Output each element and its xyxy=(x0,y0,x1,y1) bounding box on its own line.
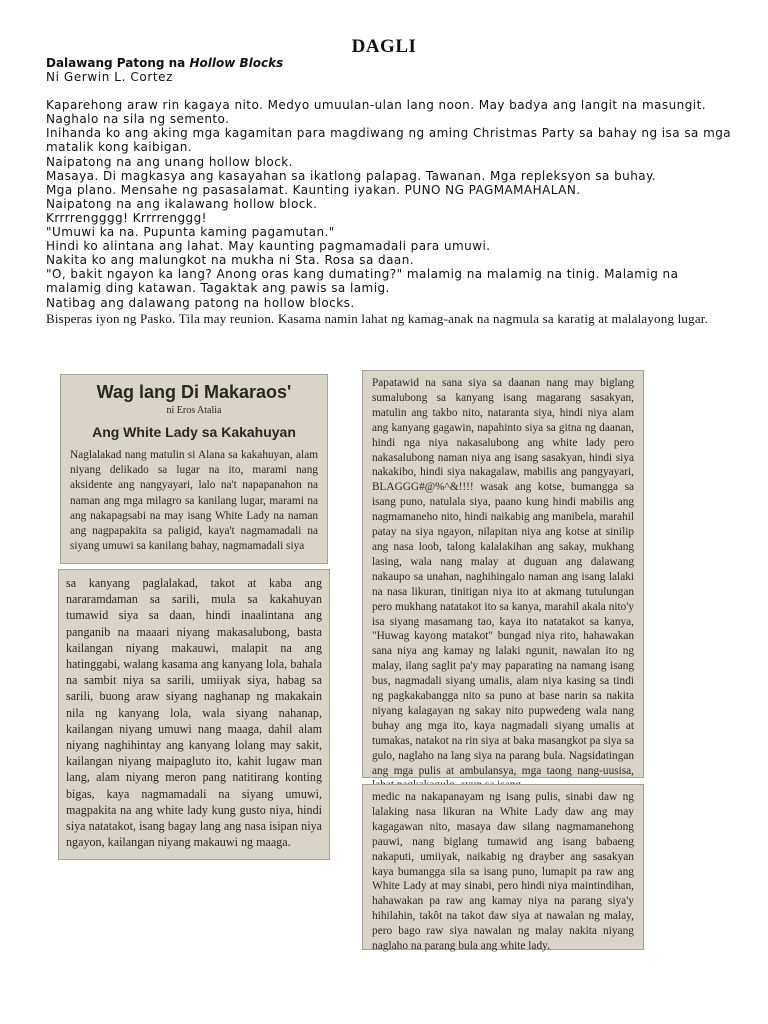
clipping-subheadline: Ang White Lady sa Kakahuyan xyxy=(92,424,296,440)
newspaper-clipping-headline xyxy=(60,374,328,564)
story-line: Mga plano. Mensahe ng pasasalamat. Kaunting iyakan. PUNO NG PAGMAMAHALAN. xyxy=(46,182,581,197)
newspaper-clipping-right-bottom xyxy=(362,784,644,953)
story-line: Bisperas iyon ng Pasko. Tila may reunion. Kasama namin lahat ng kamag-anak na nagmula sa karatig at malalayong lugar. xyxy=(46,310,709,326)
page-title: DAGLI xyxy=(351,36,417,57)
clipping-headline: Wag lang Di Makaraos' xyxy=(96,382,292,402)
clipping-author: ni Eros Atalia xyxy=(166,405,222,416)
story-line: Naghalo na sila ng semento. xyxy=(46,112,230,127)
story-line: Nakita ko ang malungkot na mukha ni Sta. Rosa sa daan. xyxy=(46,253,415,268)
story-line: Krrrrengggg! Krrrrenggg! xyxy=(46,210,207,225)
story-line: "Umuwi ka na. Pupunta kaming pagamutan." xyxy=(46,225,335,240)
story-subtitle-italic: Hollow Blocks xyxy=(189,56,284,70)
newspaper-clipping-right-top xyxy=(362,370,644,778)
newspaper-clipping-left xyxy=(58,569,330,860)
story-line: Naipatong na ang unang hollow block. xyxy=(46,154,293,169)
story-line: Inihanda ko ang aking mga kagamitan para magdiwang ng aming Christmas Party sa bahay ng isa sa mga matalik kong kaibigan. xyxy=(46,126,732,155)
story-subtitle-text: Dalawang Patong na xyxy=(46,56,190,70)
clipping-text: Papatawid na sana siya sa daanan nang may biglang sumalubong sa kanyang isang magarang sasakyan, matulin ang takbo nito, nataranta siya, hindi niya alam ang kanyang gagawin, napahinto siya sa gitna ng daanan, hindi nga niya nakasalubong ang white lady pero nakasalubong naman niya ang isang sasakyan, hindi siya nakakibo, hindi siya nakagalaw, mabilis ang pangyayari, BLAGGG#@%^&!!!! wasak ang kotse, bumangga sa isang puno, natulala siya, paano kung hindi mabilis ang nagmamaneho nito, hindi naikabig ang manibela, marahil patay na siya ngayon, nilapitan niya ang kotse at sinilip ang nasa loob, talong kalalakihan ang sakay, mukhang lasing, wala nang malay at duguan ang dalawang nakaupo sa unahan, naghihingalo naman ang isang lalaki na nasa likuran, tinitigan niya ito at akmang tutulungan pero mukhang natatakot ito sa kanya, marahil akala nito'y isa siyang masamang tao, kaya ito natatakot sa kanya, "Huwag kayong matakot" bungad niya rito, hahawakan sana niya ang kamay ng lalaki ngunit, nawalan ito ng malay, ilang saglit pa'y may paparating na namang isang bus, nagmadali siyang umalis, alam niya kasing sa tindi ng pagkakabangga nito sa puno at base narin sa nakita niyang kalagayan ng sakay nito pupwedeng wala nang buhay ang mga ito, kaya nagmadali siyang umalis at tumakas, natakot na rin siya at baka masangkot pa siya sa gulo, naglaho na lang siya na parang bula. Nagsidatingan ang mga pulis at ambulansya, mga taong nang-uusisa, xyxy=(372,377,634,777)
clipping-text: sa kanyang paglalakad, takot at kaba ang nararamdaman sa sarili, mula sa kakahuyan tumawid siya sa daan, hindi inaalintana ang panganib na maaari niyang makasalubong, basta kailangan niyang makauwi, malapit na ang hatinggabi, walang kasama ang kanyang lola, bahala na sambit niya sa sarili, umiiyak siya, habag sa sarili, buong araw siyang naghanap ng makakain nila ng kanyang lola, wala siyang nahanap, kailangan niyang umuwi nang maaga, dahil alam niyang naghihintay ang kanyang lolang may sakit, kailangan niyang maipagluto ito, kahit lugaw man lang, alam niyang meron pang natitirang konting bigas, kaya nagmamadali na siyang umuwi, magpakita na ang white lady kung gusto niya, hindi siya natatakot, isang bagay lang ang nasa isipan niya ngayon, kailangan niyang makauwi ng maaga. xyxy=(66,576,322,850)
story-line: Kaparehong araw rin kagaya nito. Medyo umuulan-ulan lang noon. May badya ang langit na masungit. xyxy=(46,98,706,113)
story-line: Hindi ko alintana ang lahat. May kaunting pagmamadali para umuwi. xyxy=(46,239,491,254)
clipping-text: Naglalakad nang matulin si Alana sa kakahuyan, alam niyang delikado sa lugar na ito, marami nang aksidente ang nangyayari, lalo na't napapanahon na naman ang mga milagro sa kanilang lugar, marami na ang nakapagsabi na may isang White Lady na naman ang nagpapakita sa paligid, kaya't nagmamadali na siyang umuwi sa kanilang bahay, nagmamadali siya xyxy=(70,449,318,553)
story-subtitle xyxy=(46,56,736,70)
spacer xyxy=(46,84,736,98)
clipping-text: medic na nakapanayam ng isang pulis, sinabi daw ng lalaking nasa likuran na White Lady daw ang may kagagawan nito, masaya daw silang nagmamanehong pauwi, nang biglang tumawid ang isang babaeng nakaputi, umiiyak, naikabig ng drayber ang sasakyan kaya bumangga sila sa isang puno, lumapit pa raw ang White Lady at may sinabi, pero hindi niya maintindihan, hahawakan pa raw ang kamay niya na parang siya'y hihilahin, takôt na takot daw siya at nawalan ng malay, pero bago raw siya nawalan ng malay nakita niyang naglaho na parang bula ang white lady. xyxy=(372,791,634,953)
story-byline: Ni Gerwin L. Cortez xyxy=(46,70,174,85)
story-line: Masaya. Di magkasya ang kasayahan sa ikatlong palapag. Tawanan. Mga repleksyon sa buhay. xyxy=(46,168,657,183)
story-line: "O, bakit ngayon ka lang? Anong oras kang dumating?" malamig na malamig na tinig. Malamig na malamig ding katawan. Tagaktak ang pawis sa lamig. xyxy=(46,267,679,296)
story-line: Natibag ang dalawang patong na hollow blocks. xyxy=(46,295,355,310)
story-line: Naipatong na ang ikalawang hollow block. xyxy=(46,196,318,211)
story-section xyxy=(46,56,736,327)
